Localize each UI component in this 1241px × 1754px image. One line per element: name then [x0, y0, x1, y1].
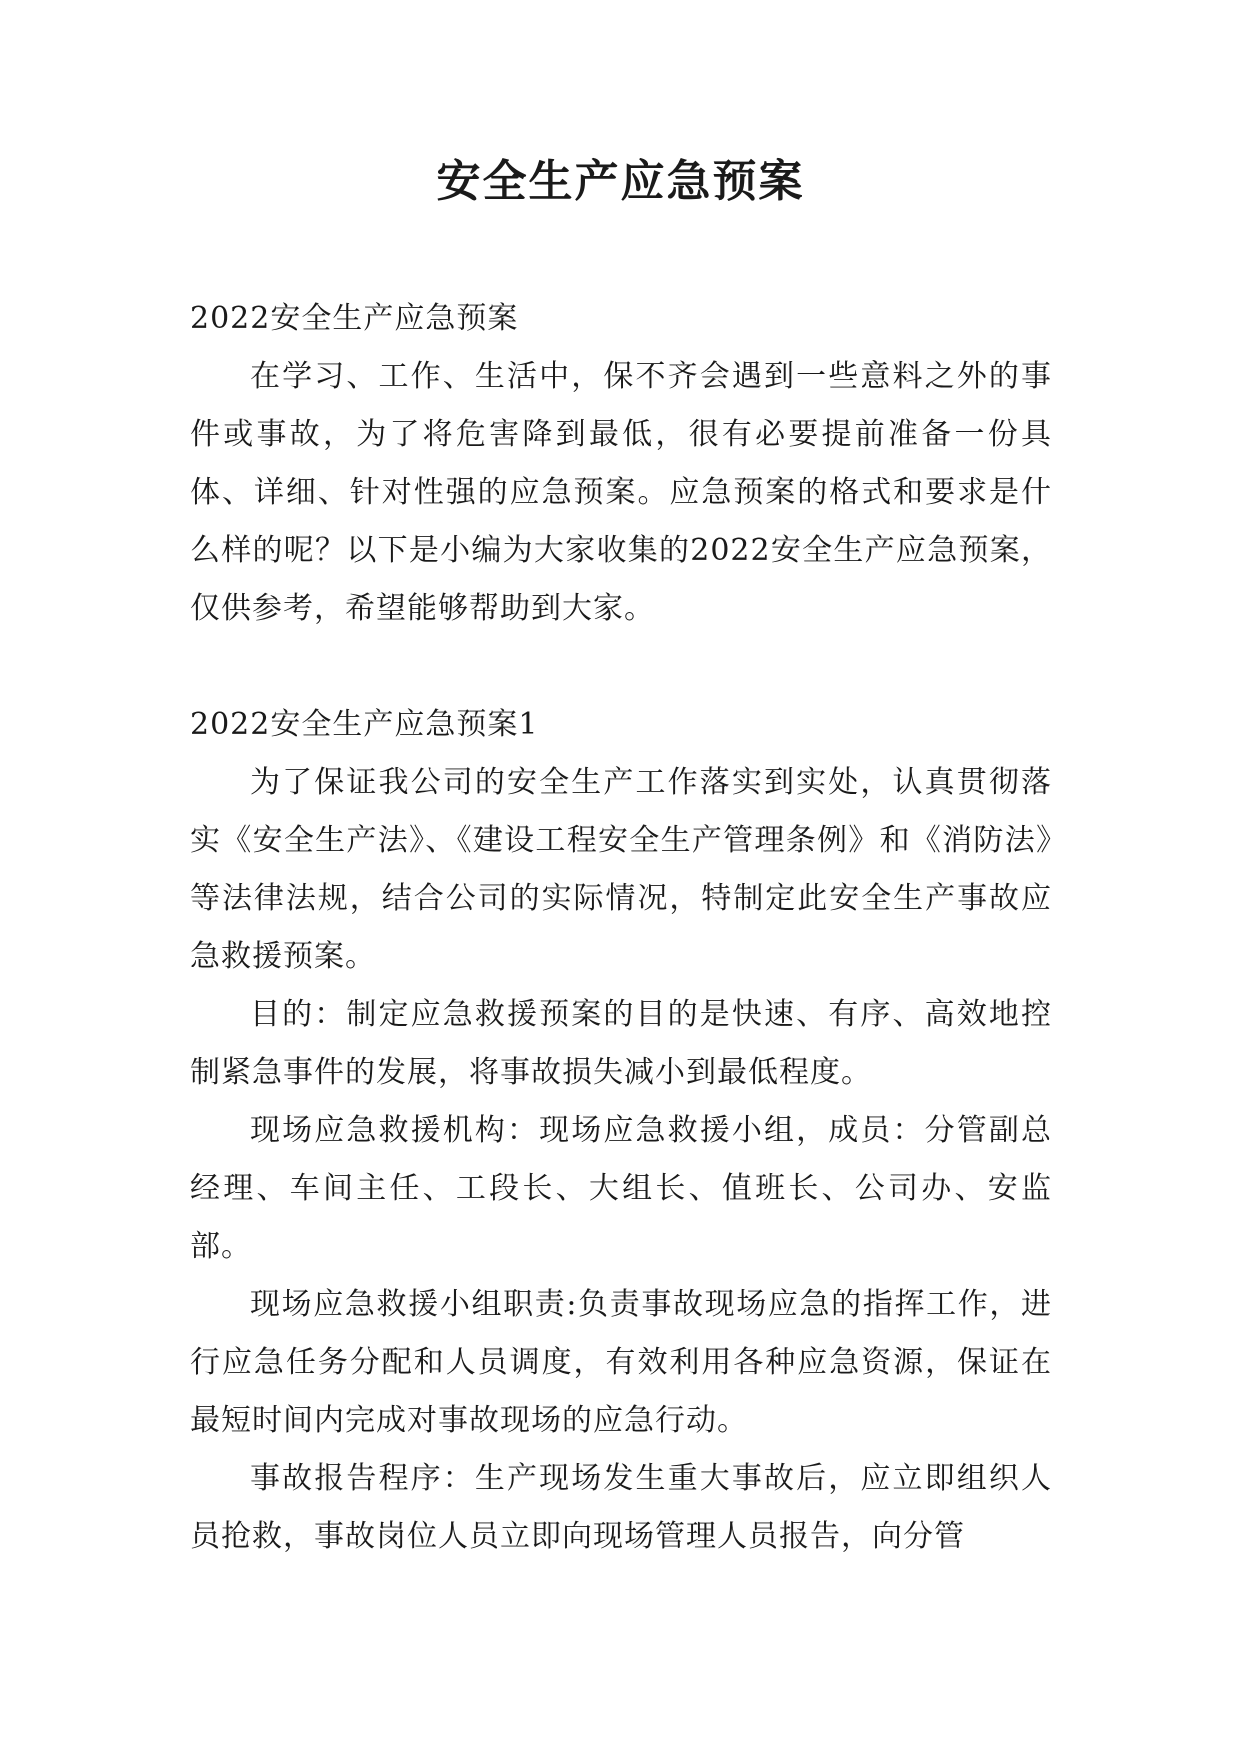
intro-paragraph: 在学习、工作、生活中，保不齐会遇到一些意料之外的事件或事故，为了将危害降到最低，很有必要提前准备一份具体、详细、针对性强的应急预案。应急预案的格式和要求是什么样的呢？以下是小编为大家收集的2022安全生产应急预案，仅供参考，希望能够帮助到大家。 — [190, 359, 1052, 626]
body-paragraph: 为了保证我公司的安全生产工作落实到实处，认真贯彻落实《安全生产法》、《建设工程安全生产管理条例》和《消防法》等法律法规，结合公司的实际情况，特制定此安全生产事故应急救援预案。 — [190, 765, 1052, 974]
section-heading: 2022安全生产应急预案1 — [190, 707, 539, 742]
body-paragraph: 事故报告程序：生产现场发生重大事故后，应立即组织人员抢救，事故岗位人员立即向现场管理人员报告，向分管 — [190, 1461, 1052, 1554]
intro-heading: 2022安全生产应急预案 — [190, 301, 519, 336]
body-paragraph: 目的：制定应急救援预案的目的是快速、有序、高效地控制紧急事件的发展，将事故损失减小到最低程度。 — [190, 997, 1052, 1090]
section-spacer — [190, 638, 1052, 696]
document-title: 安全生产应急预案 — [436, 156, 805, 207]
body-paragraph: 现场应急救援小组职责:负责事故现场应急的指挥工作，进行应急任务分配和人员调度，有效利用各种应急资源，保证在最短时间内完成对事故现场的应急行动。 — [190, 1287, 1052, 1438]
document-body — [190, 290, 1052, 1566]
body-paragraph: 现场应急救援机构：现场应急救援小组，成员：分管副总经理、车间主任、工段长、大组长、值班长、公司办、安监部。 — [190, 1113, 1052, 1264]
